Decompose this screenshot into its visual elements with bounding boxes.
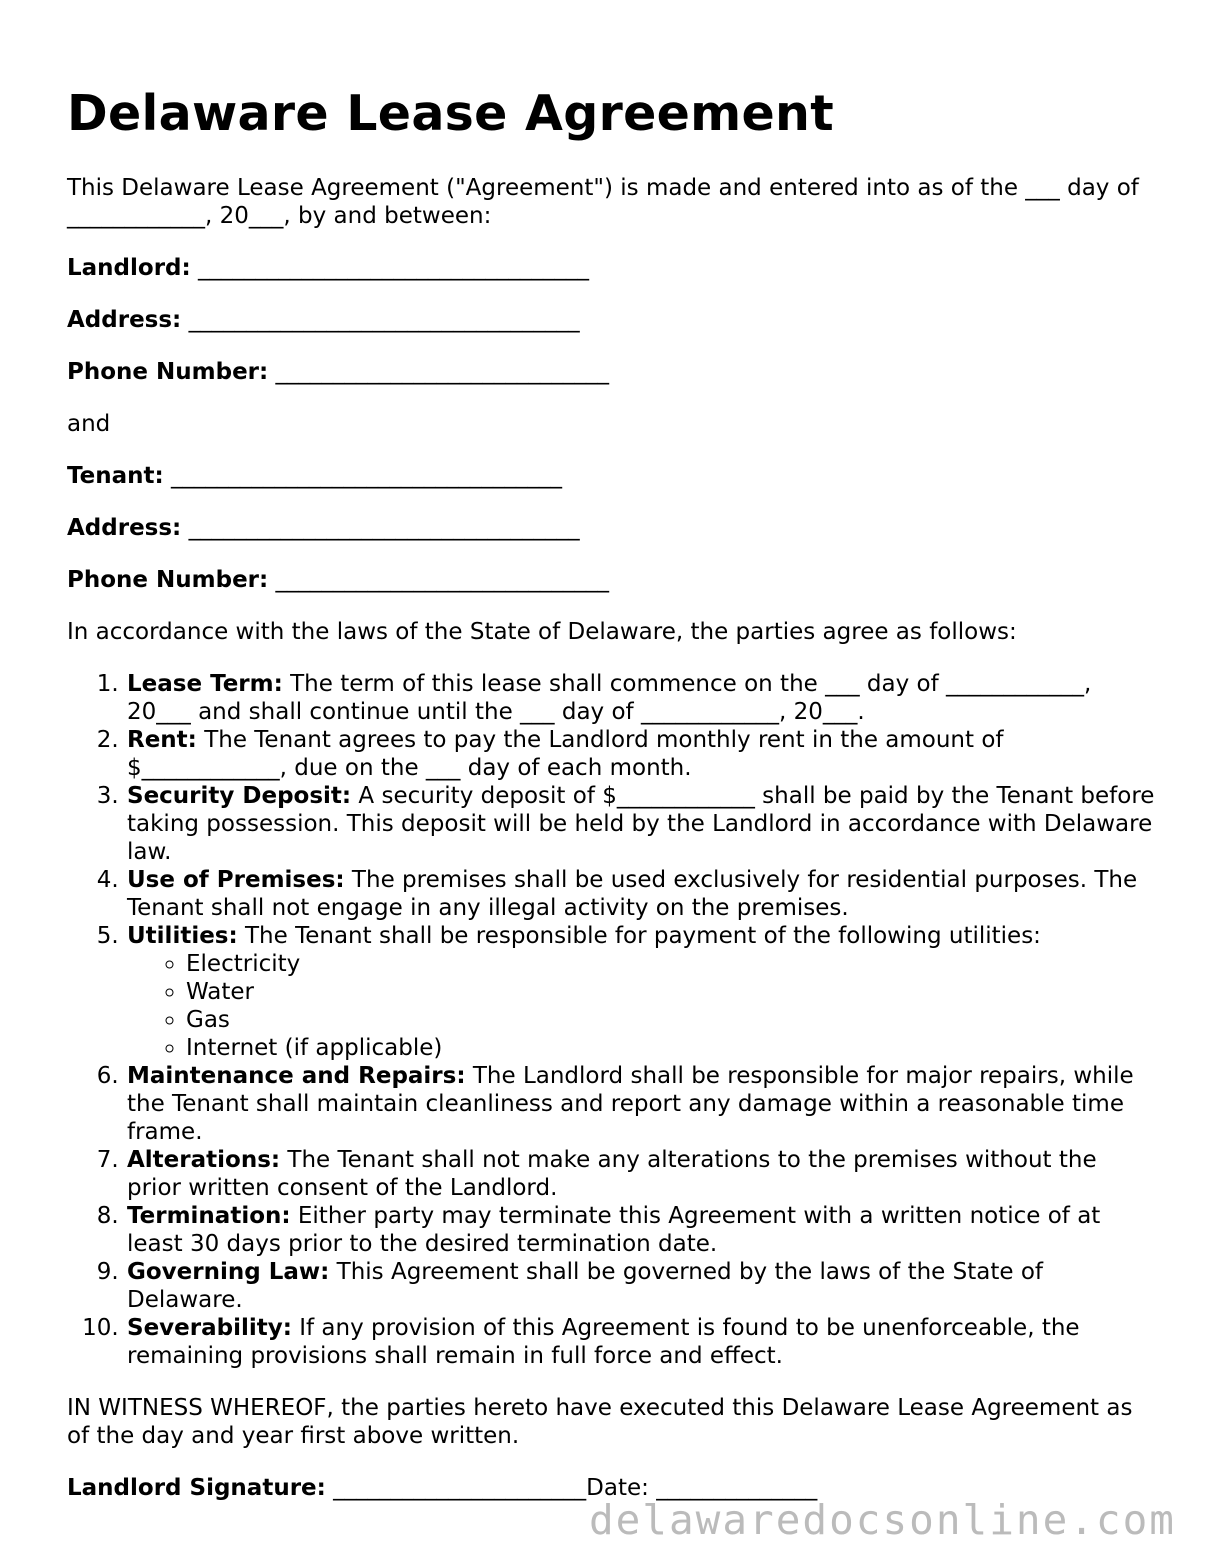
landlord-name-blank[interactable]: __________________________________ — [198, 255, 590, 281]
term-item-alterations — [126, 1146, 1157, 1202]
date-label: Date: — [586, 1475, 649, 1501]
term-item-utilities — [126, 922, 1157, 1062]
term-label: Alterations: — [127, 1147, 281, 1173]
landlord-name-line — [67, 254, 1157, 282]
landlord-signature-blank[interactable]: ______________________ — [333, 1475, 587, 1501]
landlord-address-label: Address: — [67, 307, 182, 333]
utility-item: ◦ Gas — [186, 1006, 1157, 1034]
tenant-phone-line — [67, 566, 1157, 594]
landlord-phone-line — [67, 358, 1157, 386]
witness-paragraph: IN WITNESS WHEREOF, the parties hereto have executed this Delaware Lease Agreement as of the day and year first above written. — [67, 1395, 1133, 1449]
utilities-list — [127, 950, 1157, 1062]
term-item-security-deposit — [126, 782, 1157, 866]
term-text: The Tenant shall not make any alterations to the premises without the prior written consent of the Landlord. — [127, 1147, 1097, 1201]
document-title: Delaware Lease Agreement — [67, 85, 834, 142]
term-label: Use of Premises: — [127, 867, 345, 893]
tenant-name-line — [67, 462, 1157, 490]
term-text: This Agreement shall be governed by the laws of the State of Delaware. — [127, 1259, 1044, 1313]
term-text: A security deposit of $____________ shall be paid by the Tenant before taking possession. This deposit will be held by the Landlord in accordance with Delaware law. — [127, 783, 1155, 865]
landlord-phone-label: Phone Number: — [67, 359, 269, 385]
tenant-name-label: Tenant: — [67, 463, 164, 489]
term-item-severability — [126, 1314, 1157, 1370]
landlord-signature-label: Landlord Signature: — [67, 1475, 326, 1501]
tenant-phone-blank[interactable]: _____________________________ — [275, 567, 610, 593]
tenant-name-blank[interactable]: __________________________________ — [171, 463, 563, 489]
term-text: The term of this lease shall commence on the ___ day of ____________, 20___ and shall continue until the ___ day of ____________, 20___. — [127, 671, 1092, 725]
document-page — [67, 82, 1157, 1502]
utility-item: ◦ Electricity — [186, 950, 1157, 978]
term-item-lease-term — [126, 670, 1157, 726]
term-label: Security Deposit: — [127, 783, 352, 809]
utility-item: ◦ Water — [186, 978, 1157, 1006]
term-label: Severability: — [127, 1315, 292, 1341]
intro-paragraph: This Delaware Lease Agreement ("Agreement") is made and entered into as of the ___ day of ____________, 20___, by and between: — [67, 175, 1139, 229]
term-text: The premises shall be used exclusively for residential purposes. The Tenant shall not engage in any illegal activity on the premises. — [127, 867, 1138, 921]
date-blank[interactable]: ______________ — [656, 1475, 818, 1501]
term-text: If any provision of this Agreement is found to be unenforceable, the remaining provisions shall remain in full force and effect. — [127, 1315, 1080, 1369]
term-text: The Tenant shall be responsible for payment of the following utilities: — [237, 923, 1041, 949]
watermark-text: delawaredocsonline.com — [588, 1496, 1176, 1544]
term-label: Utilities: — [127, 923, 238, 949]
tenant-phone-label: Phone Number: — [67, 567, 269, 593]
term-label: Rent: — [127, 727, 197, 753]
term-text: The Tenant agrees to pay the Landlord monthly rent in the amount of $____________, due on the ___ day of each month. — [127, 727, 1004, 781]
term-label: Termination: — [127, 1203, 291, 1229]
term-item-rent — [126, 726, 1157, 782]
term-item-maintenance — [126, 1062, 1157, 1146]
tenant-address-label: Address: — [67, 515, 182, 541]
term-item-governing-law — [126, 1258, 1157, 1314]
term-label: Lease Term: — [127, 671, 283, 697]
term-label: Maintenance and Repairs: — [127, 1063, 466, 1089]
term-text: Either party may terminate this Agreement with a written notice of at least 30 days prior to the desired termination date. — [127, 1203, 1101, 1257]
term-item-use-of-premises — [126, 866, 1157, 922]
term-text: The Landlord shall be responsible for major repairs, while the Tenant shall maintain cleanliness and report any damage within a reasonable time frame. — [127, 1063, 1134, 1145]
utility-item: ◦ Internet (if applicable) — [186, 1034, 1157, 1062]
and-text: and — [67, 411, 111, 437]
landlord-address-blank[interactable]: __________________________________ — [188, 307, 580, 333]
term-item-termination — [126, 1202, 1157, 1258]
landlord-name-label: Landlord: — [67, 255, 191, 281]
tenant-address-line — [67, 514, 1157, 542]
landlord-address-line — [67, 306, 1157, 334]
tenant-address-blank[interactable]: __________________________________ — [188, 515, 580, 541]
landlord-phone-blank[interactable]: _____________________________ — [275, 359, 610, 385]
term-label: Governing Law: — [127, 1259, 330, 1285]
accordance-text: In accordance with the laws of the State of Delaware, the parties agree as follows: — [67, 619, 1017, 645]
terms-list — [67, 670, 1157, 1370]
